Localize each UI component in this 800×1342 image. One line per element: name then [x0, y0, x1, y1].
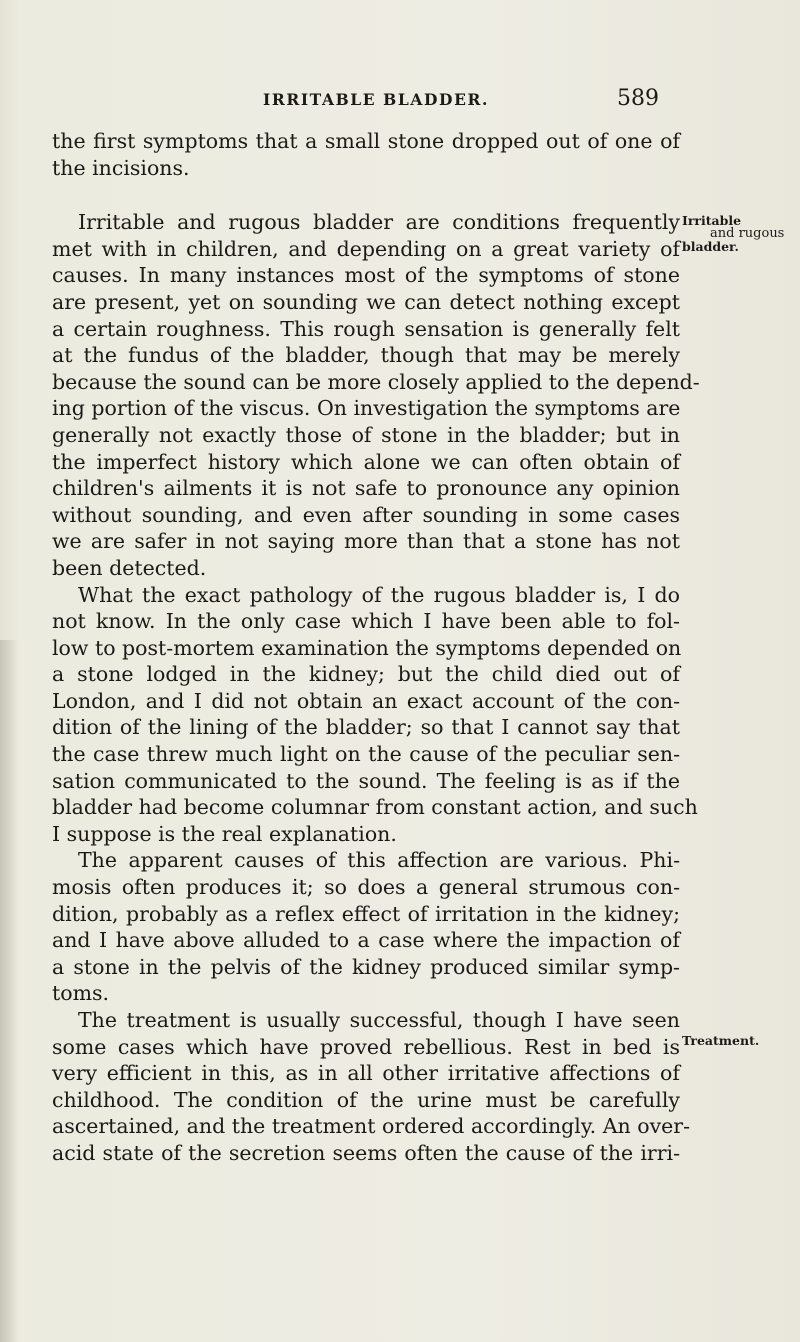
text-line: very efficient in this, as in all other irritative affections of	[52, 1061, 680, 1086]
running-header	[0, 86, 800, 116]
text-line: ing portion of the viscus. On investigation the symptoms are	[52, 396, 681, 421]
text-line: generally not exactly those of stone in the bladder; but in	[52, 422, 680, 447]
text-line: dition of the lining of the bladder; so that I cannot say that	[52, 715, 680, 740]
text-line: without sounding, and even after sounding in some cases	[52, 502, 680, 527]
text-line: a stone in the pelvis of the kidney produced similar symp-	[52, 954, 680, 979]
text-line: the imperfect history which alone we can often obtain of	[52, 449, 680, 474]
margin-note-line: and rugous	[710, 226, 785, 241]
text-line: some cases which have proved rebellious. Rest in bed is	[52, 1034, 680, 1059]
text-line: acid state of the secretion seems often the cause of the irri-	[52, 1140, 680, 1165]
text-line: London, and I did not obtain an exact account of the con-	[52, 688, 680, 713]
text-line: not know. In the only case which I have been able to fol-	[52, 609, 680, 634]
text-line: the incisions.	[52, 155, 190, 180]
text-line: childhood. The condition of the urine must be carefully	[52, 1087, 680, 1112]
text-line: the case threw much light on the cause of the peculiar sen-	[52, 742, 680, 767]
text-line: children's ailments it is not safe to pronounce any opinion	[52, 476, 680, 501]
text-line: toms.	[52, 981, 110, 1006]
text-line: I suppose is the real explanation.	[52, 821, 397, 846]
text-line: been detected.	[52, 555, 207, 580]
margin-note-line: Irritable	[682, 213, 742, 228]
margin-note-treatment: Treatment.	[682, 1033, 760, 1048]
text-line: met with in children, and depending on a great variety of	[52, 236, 680, 261]
page-number: 589	[617, 86, 659, 111]
text-line: the first symptoms that a small stone dropped out of one of	[52, 129, 680, 153]
running-title: IRRITABLE BLADDER.	[263, 90, 489, 109]
paragraph-start-line: The treatment is usually successful, though I have seen	[78, 1008, 680, 1032]
text-line: are present, yet on sounding we can detect nothing except	[52, 289, 680, 314]
body-text	[52, 128, 700, 1167]
paragraph-start-line: The apparent causes of this affection are various. Phi-	[78, 848, 680, 873]
margin-note-irritable-bladder	[682, 214, 800, 253]
paragraph-start-line: What the exact pathology of the rugous bladder is, I do	[78, 582, 680, 607]
text-line: ascertained, and the treatment ordered accordingly. An over-	[52, 1114, 691, 1139]
text-line: and I have above alluded to a case where the impaction of	[52, 928, 680, 953]
text-line: sation communicated to the sound. The feeling is as if the	[52, 768, 680, 793]
text-line: a stone lodged in the kidney; but the child died out of	[52, 662, 680, 687]
text-line: because the sound can be more closely applied to the depend-	[52, 369, 700, 394]
paragraph-start-line: Irritable and rugous bladder are conditions frequently	[78, 210, 680, 235]
text-line: at the fundus of the bladder, though that may be merely	[52, 343, 680, 368]
text-line: mosis often produces it; so does a general strumous con-	[52, 875, 680, 900]
text-line: we are safer in not saying more than that a stone has not	[52, 529, 680, 554]
text-line: dition, probably as a reflex effect of irritation in the kidney;	[52, 901, 680, 926]
text-line: causes. In many instances most of the symptoms of stone	[52, 263, 680, 288]
text-line: low to post-mortem examination the symptoms depended on	[52, 635, 682, 660]
margin-note-line: bladder.	[682, 239, 739, 254]
page-edge-shadow	[0, 640, 18, 1342]
text-line: a certain roughness. This rough sensation is generally felt	[52, 316, 680, 341]
text-line: bladder had become columnar from constant action, and such	[52, 795, 698, 820]
